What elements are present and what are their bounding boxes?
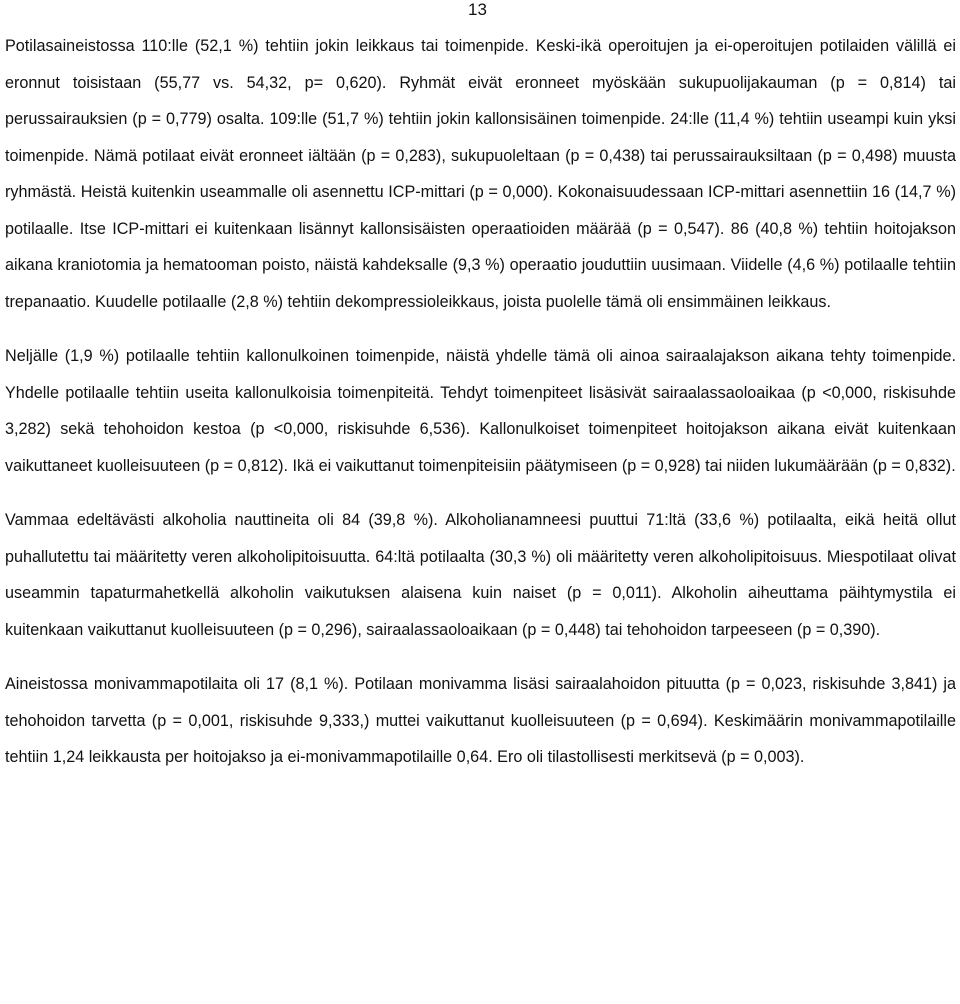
paragraph-alcohol: Vammaa edeltävästi alkoholia nauttineita oli 84 (39,8 %). Alkoholianamneesi puuttui 71:ltä (33,6 %) potilaalta, eikä heitä ollut puhallutettu tai määritetty veren alkoholipitoisuutta. 64:ltä potilaalta (30,3 %) oli määritetty veren alkoholipitoisuus. Miespotilaat olivat useammin tapaturmahetkellä alkoholin vaikutuksen alaisena kuin naiset (p = 0,011). Alkoholin aiheuttama päihtymystila ei kuitenkaan vaikuttanut kuolleisuuteen (p = 0,296), sairaalassaoloaikaan (p = 0,448) tai tehohoidon tarpeeseen (p = 0,390). bbox=[5, 511, 956, 639]
page-number: 13 bbox=[468, 0, 487, 19]
paragraph-multitrauma: Aineistossa monivammapotilaita oli 17 (8,1 %). Potilaan monivamma lisäsi sairaalahoidon pituutta (p = 0,023, riskisuhde 3,841) ja tehohoidon tarvetta (p = 0,001, riskisuhde 9,333,) muttei vaikuttanut kuolleisuuteen (p = 0,694). Keskimäärin monivammapotilaille tehtiin 1,24 leikkausta per hoitojakso ja ei-monivammapotilaille 0,64. Ero oli tilastollisesti merkitsevä (p = 0,003). bbox=[5, 675, 956, 766]
document-body bbox=[5, 28, 956, 776]
paragraph-extracranial-procedures: Neljälle (1,9 %) potilaalle tehtiin kallonulkoinen toimenpide, näistä yhdelle tämä oli ainoa sairaalajakson aikana tehty toimenpide. Yhdelle potilaalle tehtiin useita kallonulkoisia toimenpiteitä. Tehdyt toimenpiteet lisäsivät sairaalassaoloaikaa (p <0,000, riskisuhde 3,282) sekä tehohoidon kestoa (p <0,000, riskisuhde 6,536). Kallonulkoiset toimenpiteet hoitojakson aikana eivät kuitenkaan vaikuttaneet kuolleisuuteen (p = 0,812). Ikä ei vaikuttanut toimenpiteisiin päätymiseen (p = 0,928) tai niiden lukumäärään (p = 0,832). bbox=[5, 347, 956, 475]
paragraph-surgical-procedures: Potilasaineistossa 110:lle (52,1 %) tehtiin jokin leikkaus tai toimenpide. Keski-ikä operoitujen ja ei-operoitujen potilaiden välillä ei eronnut toisistaan (55,77 vs. 54,32, p= 0,620). Ryhmät eivät eronneet myöskään sukupuolijakauman (p = 0,814) tai perussairauksien (p = 0,779) osalta. 109:lle (51,7 %) tehtiin jokin kallonsisäinen toimenpide. 24:lle (11,4 %) tehtiin useampi kuin yksi toimenpide. Nämä potilaat eivät eronneet iältään (p = 0,283), sukupuoleltaan (p = 0,438) tai perussairauksiltaan (p = 0,498) muusta ryhmästä. Heistä kuitenkin useammalle oli asennettu ICP-mittari (p = 0,000). Kokonaisuudessaan ICP-mittari asennettiin 16 (14,7 %) potilaalle. Itse ICP-mittari ei kuitenkaan lisännyt kallonsisäisten operaatioiden määrää (p = 0,547). 86 (40,8 %) tehtiin hoitojakson aikana kraniotomia ja hematooman poisto, näistä kahdeksalle (9,3 %) operaatio jouduttiin uusimaan. Viidelle (4,6 %) potilaalle tehtiin trepanaatio. Kuudelle potilaalle (2,8 %) tehtiin dekompressioleikkaus, joista puolelle tämä oli ensimmäinen leikkaus. bbox=[5, 37, 956, 311]
